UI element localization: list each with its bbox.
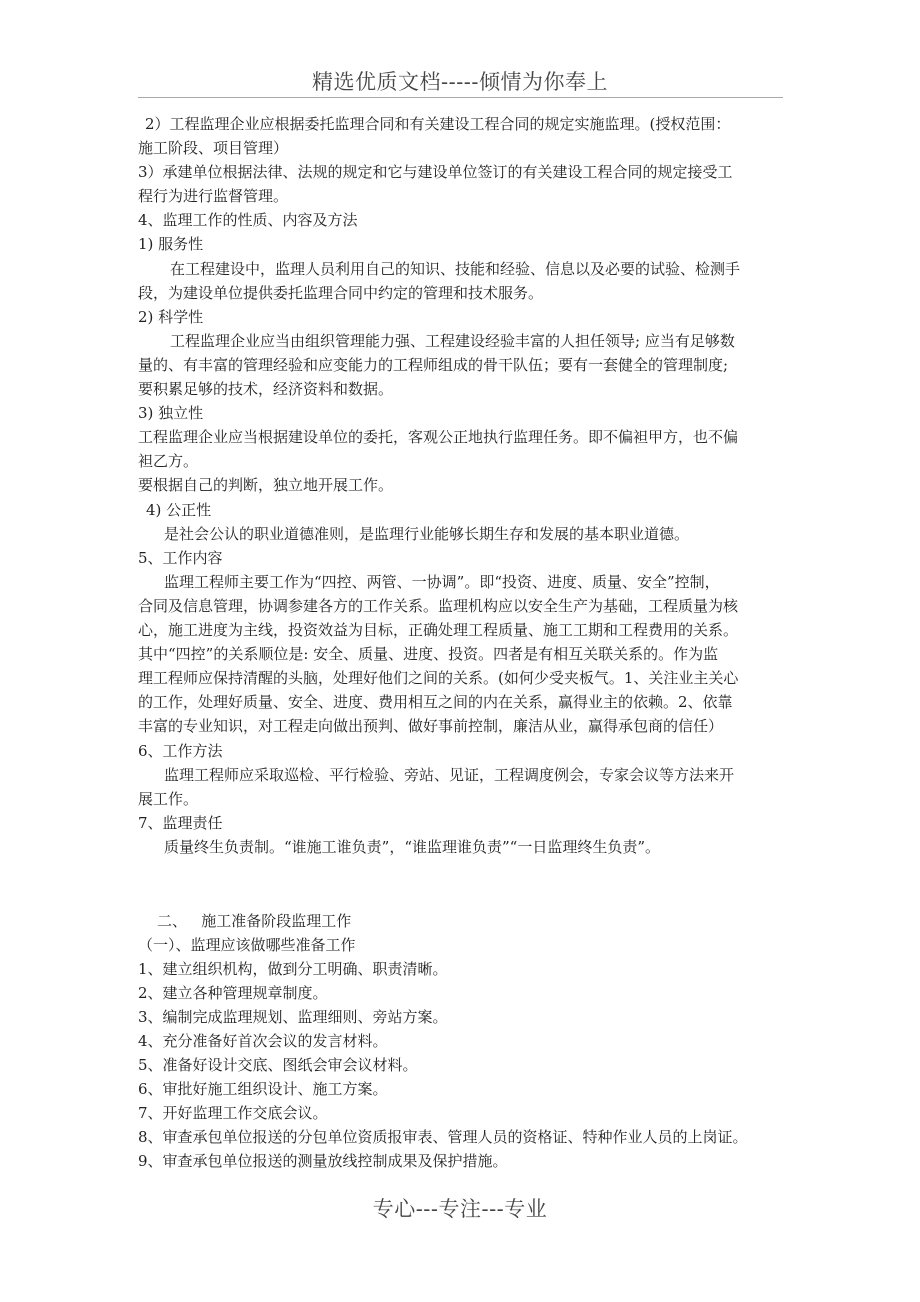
list-item: 1、建立组织机构，做到分工明确、职责清晰。 xyxy=(138,960,448,978)
text-line: 量的、有丰富的管理经验和应变能力的工程师组成的骨干队伍；要有一套健全的管理制度; xyxy=(138,356,729,374)
subsection-heading: （一）、监理应该做哪些准备工作 xyxy=(138,936,356,954)
text-line: 3) 独立性 xyxy=(138,404,204,422)
text-line: 5、工作内容 xyxy=(138,549,223,567)
text-line: 3）承建单位根据法律、法规的规定和它与建设单位签订的有关建设工程合同的规定接受工 xyxy=(138,163,733,181)
text-line: 其中“四控”的关系顺位是: 安全、质量、进度、投资。四者是有相互关联关系的。作为监 xyxy=(138,645,719,663)
text-line: 在工程建设中，监理人员利用自己的知识、技能和经验、信息以及必要的试验、检测手 xyxy=(170,260,741,278)
text-line: 1) 服务性 xyxy=(138,235,204,253)
list-item: 5、准备好设计交底、图纸会审会议材料。 xyxy=(138,1056,418,1074)
text-line: 7、监理责任 xyxy=(138,814,223,832)
text-line: 展工作。 xyxy=(138,790,199,808)
list-item: 7、开好监理工作交底会议。 xyxy=(138,1104,328,1122)
text-line: 监理工程师主要工作为“四控、两管、一协调”。即“投资、进度、质量、安全”控制， xyxy=(164,573,720,591)
text-line: 丰富的专业知识，对工程走向做出预判、做好事前控制，廉洁从业，赢得承包商的信任） xyxy=(138,717,724,735)
text-line: 段，为建设单位提供委托监理合同中约定的管理和技术服务。 xyxy=(138,284,544,302)
text-line: 6、工作方法 xyxy=(138,742,223,760)
text-line: 理工程师应保持清醒的头脑，处理好他们之间的关系。(如何少受夹板气。1、关注业主关心 xyxy=(138,669,739,687)
text-line: 要根据自己的判断，独立地开展工作。 xyxy=(138,476,394,494)
list-item: 6、审批好施工组织设计、施工方案。 xyxy=(138,1080,388,1098)
text-line: 袒乙方。 xyxy=(138,452,199,470)
text-line: 程行为进行监督管理。 xyxy=(138,187,289,205)
text-line: 的工作，处理好质量、安全、进度、费用相互之间的内在关系，赢得业主的依赖。2、依靠 xyxy=(138,693,733,711)
text-line: 4) 公正性 xyxy=(146,501,212,519)
header-divider xyxy=(138,97,783,98)
text-line: 2) 科学性 xyxy=(138,308,204,326)
list-item: 8、审查承包单位报送的分包单位资质报审表、管理人员的资格证、特种作业人员的上岗证。 xyxy=(138,1128,748,1146)
page-header-title: 精选优质文档-----倾情为你奉上 xyxy=(312,70,608,94)
text-line: 质量终生负责制。“谁施工谁负责”，“谁监理谁负责”“一日监理终生负责”。 xyxy=(164,838,661,856)
text-line: 监理工程师应采取巡检、平行检验、旁站、见证，工程调度例会，专家会议等方法来开 xyxy=(164,766,735,784)
text-line: 工程监理企业应当根据建设单位的委托，客观公正地执行监理任务。即不偏袒甲方，也不偏 xyxy=(138,428,739,446)
list-item: 4、充分准备好首次会议的发言材料。 xyxy=(138,1032,388,1050)
text-line: 心，施工进度为主线，投资效益为目标，正确处理工程质量、施工工期和工程费用的关系。 xyxy=(138,621,739,639)
text-line: 施工阶段、项目管理） xyxy=(138,139,289,157)
page-footer-text: 专心---专注---专业 xyxy=(372,1197,548,1221)
text-line: 工程监理企业应当由组织管理能力强、工程建设经验丰富的人担任领导; 应当有足够数 xyxy=(170,332,735,350)
text-line: 2）工程监理企业应根据委托监理合同和有关建设工程合同的规定实施监理。(授权范围： xyxy=(145,115,731,133)
list-item: 2、建立各种管理规章制度。 xyxy=(138,984,328,1002)
text-line: 要积累足够的技术，经济资料和数据。 xyxy=(138,380,394,398)
text-line: 合同及信息管理，协调参建各方的工作关系。监理机构应以安全生产为基础，工程质量为核 xyxy=(138,597,739,615)
text-line: 4、监理工作的性质、内容及方法 xyxy=(138,211,358,229)
text-line: 是社会公认的职业道德准则，是监理行业能够长期生存和发展的基本职业道德。 xyxy=(164,525,690,543)
section-heading: 二、 施工准备阶段监理工作 xyxy=(157,912,352,930)
list-item: 9、审查承包单位报送的测量放线控制成果及保护措施。 xyxy=(138,1152,508,1170)
list-item: 3、编制完成监理规划、监理细则、旁站方案。 xyxy=(138,1008,448,1026)
